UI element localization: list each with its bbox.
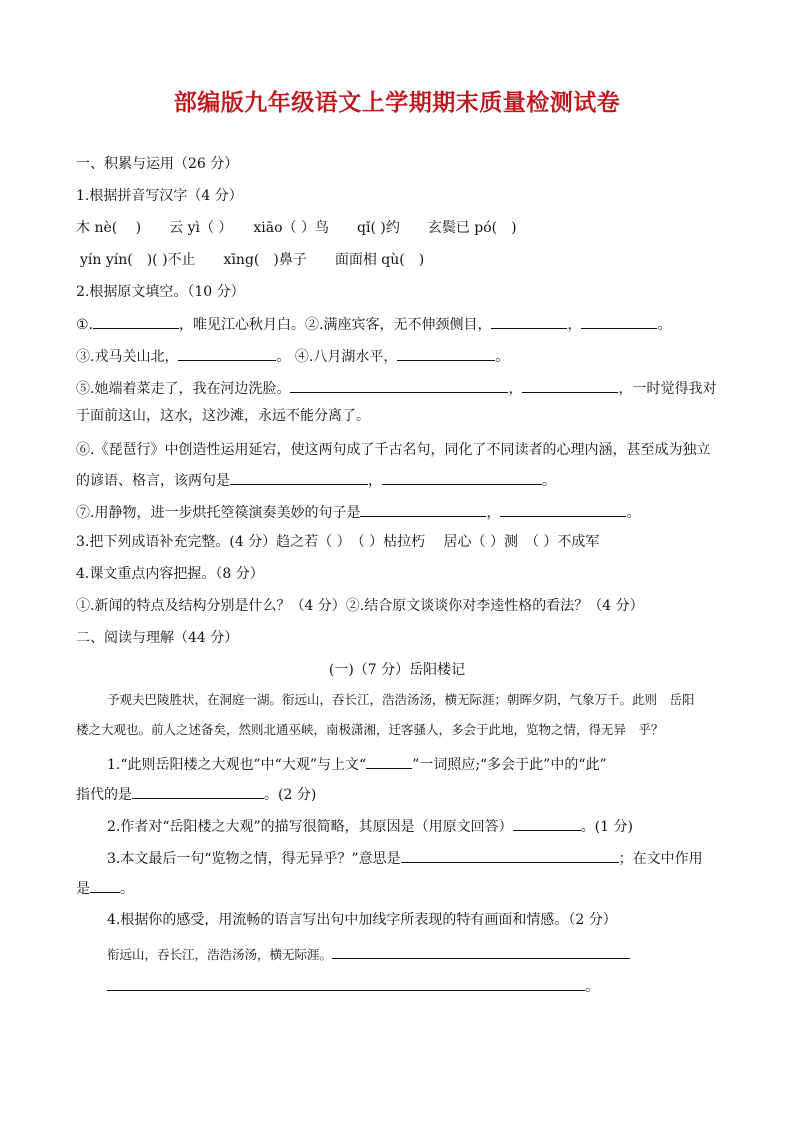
reading-q3-line2 [76,878,134,899]
reading-q4-quote: 衔远山，吞长江，浩浩汤汤，横无际涯。 [107,947,333,962]
answer-blank[interactable] [366,754,412,769]
reading-q3b: ；在文中作用 [618,851,703,867]
reading-q3c: 是 [76,881,90,897]
answer-blank[interactable] [491,314,567,329]
reading-q2 [107,816,633,837]
reading-q3-line1 [107,848,703,869]
q2-line7 [76,502,640,523]
q1-pinyin-row2: yín yín( )( )不止 xīng( )鼻子 面面相 qù( ) [80,252,425,268]
answer-blank[interactable] [382,470,542,485]
section1-heading: 一、积累与运用（26 分） [76,156,239,172]
q2-l2c: 。 [495,349,510,365]
reading-q3a: 3.本文最后一句“览物之情，得无异乎？”意思是 [107,851,401,867]
reading-q1-line2 [76,784,316,805]
answer-blank[interactable] [397,346,495,361]
answer-blank[interactable] [513,816,581,831]
q2-l3a: ⑤.她端着菜走了，我在河边洗脸。 [76,381,291,397]
reading-q2a: 2.作者对“岳阳楼之大观”的描写很简略，其原因是（用原文回答） [107,819,513,835]
q2-l3b: ， [508,381,523,397]
q2-l2b: 。 ④.八月湖水平， [276,349,398,365]
reading-q4-end: 。 [585,979,599,995]
answer-blank[interactable] [230,470,368,485]
q2-l6c: 。 [542,473,556,489]
answer-blank[interactable] [90,878,120,893]
q2-line4: 于面前这山，这水，这沙滩，永远不能分离了。 [76,408,370,424]
reading-q1b: ”一词照应;“多会于此”中的“此” [412,757,607,773]
reading-q1d: 。(2 分) [264,787,317,803]
q2-l2a: ③.戎马关山北， [76,349,179,365]
answer-blank[interactable] [93,314,179,329]
reading-q1-line1 [107,754,607,775]
page-title: 部编版九年级语文上学期期末质量检测试卷 [173,90,621,116]
q2-l6a: 的谚语、格言，该两句是 [76,473,230,489]
passage-line2: 楼之大观也。前人之述备矣，然则北通巫峡，南极潇湘，迁客骚人，多会于此地，览物之情，得无异 乎？ [76,722,664,737]
answer-blank[interactable] [581,314,657,329]
q2-l1b: ，唯见江心秋月白。②.满座宾客，无不伸颈侧目， [179,317,492,333]
answer-blank[interactable] [360,502,486,517]
answer-blank[interactable] [522,378,618,393]
q2-l6b: ， [368,473,382,489]
passage-line1: 予观夫巴陵胜状，在洞庭一湖。衔远山，吞长江，浩浩汤汤，横无际涯；朝晖夕阴，气象万千。此则 岳阳 [107,692,695,707]
reading-q1a: 1.“此则岳阳楼之大观也”中“大观”与上文“ [107,757,367,773]
reading-part-title: (一)（7 分）岳阳楼记 [328,662,466,678]
q2-l7c: 。 [626,505,641,521]
q3-idioms: 3.把下列成语补充完整。(4 分）趋之若（ ） （ ）枯拉朽 居心（ ）测 （ ）不成军 [76,534,600,550]
reading-q2b: 。(1 分) [580,819,633,835]
q4-subquestions: ①.新闻的特点及结构分别是什么？（4 分）②.结合原文谈谈你对李逵性格的看法？（4 分） [76,598,644,614]
q2-l7b: ， [486,505,501,521]
answer-blank[interactable] [290,378,508,393]
answer-blank[interactable] [132,784,264,799]
section2-heading: 二、阅读与理解（44 分） [76,630,239,646]
reading-q1c: 指代的是 [76,787,132,803]
q1-prompt: 1.根据拼音写汉字（4 分） [76,188,243,204]
q2-line6 [76,470,556,491]
answer-blank[interactable] [178,346,276,361]
q2-l7a: ⑦.用静物，进一步烘托箜篌演奏美妙的句子是 [76,505,361,521]
q2-l3c: ，一时觉得我对 [618,381,717,397]
reading-q4: 4.根据你的感受，用流畅的语言写出句中加线字所表现的特有画面和情感。（2 分） [107,912,617,928]
q1-pinyin-row1: 木 nè( ) 云 yì（ ） xiāo（ ）鸟 qǐ( )约 玄鬓已 pó( ) [76,220,517,236]
q2-line2 [76,346,509,367]
q2-line5: ⑥.《琵琶行》中创造性运用延宕，使这两句成了千古名句，同化了不同读者的心理内涵，甚至成为独立 [76,442,711,458]
answer-blank[interactable] [500,502,626,517]
answer-blank[interactable] [332,944,630,959]
q2-l1a: ①. [76,317,94,333]
reading-q3d: 。 [120,881,134,897]
answer-blank[interactable] [107,976,585,991]
reading-q4-quote-line [107,944,630,965]
answer-blank[interactable] [401,848,619,863]
q2-line1 [76,314,671,335]
q2-line3 [76,378,716,399]
q2-prompt: 2.根据原文填空。（10 分） [76,284,245,300]
q2-l1c: ， [567,317,582,333]
reading-q4-answer-line [107,976,599,997]
q4-prompt: 4.课文重点内容把握。（8 分） [76,566,264,582]
q2-l1d: 。 [657,317,672,333]
